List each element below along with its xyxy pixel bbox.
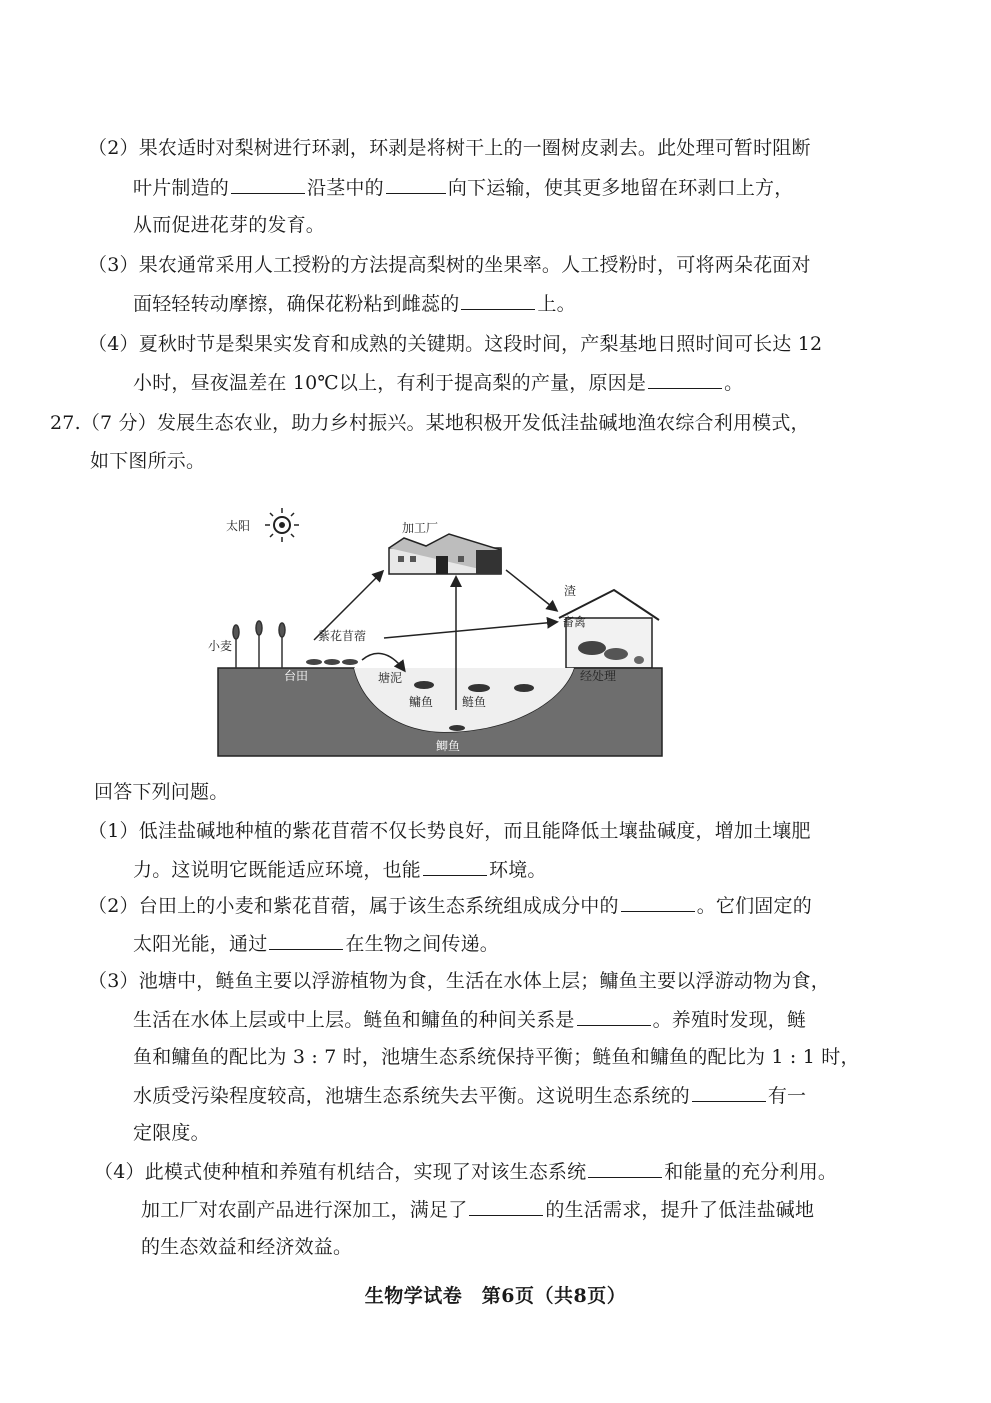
text: 沿茎中的 xyxy=(307,177,384,199)
answer-blank[interactable] xyxy=(692,1083,766,1102)
q27-p2-line2 xyxy=(133,931,499,956)
text: 向下运输，使其更多地留在环剥口上方， xyxy=(447,177,794,199)
livestock-shed-icon xyxy=(559,590,659,668)
q27-p1-line1: （1）低洼盐碱地种植的紫花苜蓿不仅长势良好，而且能降低土壤盐碱度，增加土壤肥 xyxy=(88,820,811,842)
q27-p3-line3: 鱼和鳙鱼的配比为 3 : 7 时，池塘生态系统保持平衡；鲢鱼和鳙鱼的配比为 1 : 1 时， xyxy=(133,1046,860,1068)
answer-blank[interactable] xyxy=(469,1197,543,1216)
text: 的生活需求，提升了低洼盐碱地 xyxy=(545,1199,815,1221)
q27-p4-line1 xyxy=(94,1159,837,1184)
q27-answer-prompt: 回答下列问题。 xyxy=(94,781,229,803)
answer-blank[interactable] xyxy=(231,175,305,194)
factory-label: 加工厂 xyxy=(402,521,439,535)
q27-p3-line4 xyxy=(133,1083,806,1108)
text: 在生物之间传递。 xyxy=(345,933,500,955)
wheat-icon xyxy=(233,621,285,668)
text: 面轻轻转动摩擦，确保花粉粘到雌蕊的 xyxy=(133,293,460,315)
text: 。它们固定的 xyxy=(696,895,812,917)
field-label: 台田 xyxy=(284,669,309,683)
answer-blank[interactable] xyxy=(648,370,722,389)
text: 环境。 xyxy=(489,859,547,881)
text: （4）此模式使种植和养殖有机结合，实现了对该生态系统 xyxy=(94,1161,587,1183)
alfalfa-icon xyxy=(306,659,358,665)
text: 。养殖时发现，鲢 xyxy=(652,1009,807,1031)
text: 生活在水体上层或中上层。鲢鱼和鳙鱼的种间关系是 xyxy=(133,1009,575,1031)
q27-p3-line2 xyxy=(133,1007,806,1032)
answer-blank[interactable] xyxy=(269,931,343,950)
text: 太阳光能，通过 xyxy=(133,933,268,955)
factory-icon xyxy=(389,534,501,574)
sun-icon xyxy=(265,508,299,542)
alfalfa-label: 紫花苜蓿 xyxy=(318,629,367,643)
q26-p3-line1: （3）果农通常采用人工授粉的方法提高梨树的坐果率。人工授粉时，可将两朵花面对 xyxy=(88,254,811,276)
text: 有一 xyxy=(767,1085,807,1107)
text: 。 xyxy=(724,372,744,394)
q26-p3-line2 xyxy=(133,291,576,316)
text: 和能量的充分利用。 xyxy=(664,1161,838,1183)
silver-label: 鲢鱼 xyxy=(462,695,487,709)
residue-label: 渣 xyxy=(564,584,577,598)
q27-p3-line1: （3）池塘中，鲢鱼主要以浮游植物为食，生活在水体上层；鳙鱼主要以浮游动物为食， xyxy=(88,970,830,992)
livestock-label: 畜禽 xyxy=(562,615,587,629)
eco-agriculture-diagram xyxy=(208,510,662,758)
q27-intro-line2: 如下图所示。 xyxy=(90,450,206,472)
wheat-label: 小麦 xyxy=(208,639,233,653)
q27-p4-line3: 的生态效益和经济效益。 xyxy=(141,1236,353,1258)
text: 加工厂对农副产品进行深加工，满足了 xyxy=(141,1199,468,1221)
crucian-label: 鲫鱼 xyxy=(436,739,461,753)
bighead-label: 鳙鱼 xyxy=(409,695,434,709)
answer-blank[interactable] xyxy=(386,175,446,194)
q26-p2-line1: （2）果农适时对梨树进行环剥，环剥是将树干上的一圈树皮剥去。此处理可暂时阻断 xyxy=(88,137,811,159)
text: （2）台田上的小麦和紫花苜蓿，属于该生态系统组成成分中的 xyxy=(88,895,619,917)
answer-blank[interactable] xyxy=(423,857,487,876)
page-footer: 生物学试卷 第6页（共8页） xyxy=(364,1285,627,1307)
text: 上。 xyxy=(537,293,576,315)
q27-intro-line1: 27.（7 分）发展生态农业，助力乡村振兴。某地积极开发低洼盐碱地渔农综合利用模式， xyxy=(50,412,810,434)
treated-label: 经处理 xyxy=(580,669,617,683)
mud-label: 塘泥 xyxy=(378,671,403,685)
q27-p3-line5: 定限度。 xyxy=(133,1122,210,1144)
answer-blank[interactable] xyxy=(577,1007,651,1026)
q26-p4-line1: （4）夏秋时节是梨果实发育和成熟的关键期。这段时间，产梨基地日照时间可长达 12 xyxy=(88,333,823,355)
answer-blank[interactable] xyxy=(588,1159,662,1178)
q26-p2-line3: 从而促进花芽的发育。 xyxy=(133,214,326,236)
sun-label: 太阳 xyxy=(226,519,251,533)
q27-p4-line2 xyxy=(141,1197,814,1222)
q26-p2-line2 xyxy=(133,175,793,200)
text: 叶片制造的 xyxy=(133,177,230,199)
q27-p2-line1 xyxy=(88,893,812,918)
text: 力。这说明它既能适应环境，也能 xyxy=(133,859,422,881)
answer-blank[interactable] xyxy=(621,893,695,912)
answer-blank[interactable] xyxy=(461,291,535,310)
text: 小时，昼夜温差在 10℃以上，有利于提高梨的产量，原因是 xyxy=(133,372,647,394)
text: 水质受污染程度较高，池塘生态系统失去平衡。这说明生态系统的 xyxy=(133,1085,690,1107)
q26-p4-line2 xyxy=(133,370,743,395)
q27-p1-line2 xyxy=(133,857,547,882)
